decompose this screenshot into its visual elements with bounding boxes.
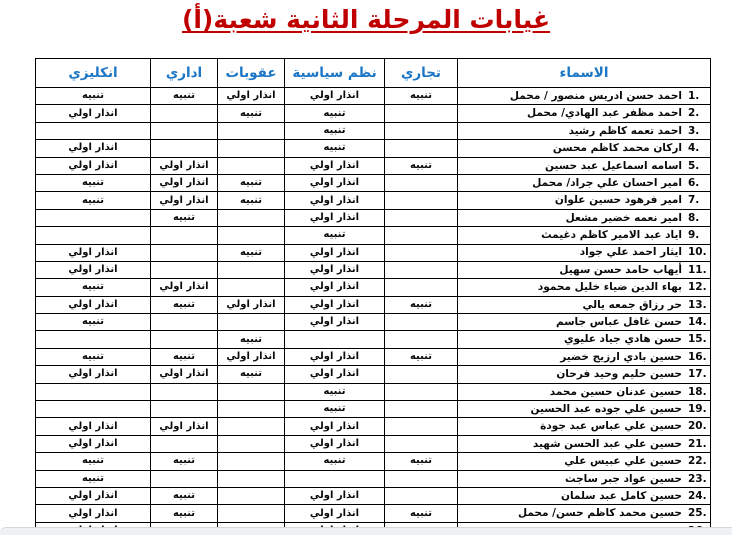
cell-admin: تنبيه [151,296,218,313]
student-name: احمد مظفر عبد الهادي/ محمل [527,107,682,120]
cell-sanctions [218,487,285,504]
table-row [36,470,711,487]
student-name-cell [458,487,711,504]
cell-commercial [385,244,458,261]
cell-commercial [385,122,458,139]
cell-political: انذار اولي [285,88,385,105]
cell-english: انذار اولي [36,435,151,452]
student-name: حسين علي عبد الحسن شهيد [532,437,682,450]
header-commercial: تجاري [385,59,458,88]
student-name-cell [458,418,711,435]
row-number: 22. [688,455,707,468]
cell-admin: انذار اولي [151,157,218,174]
cell-sanctions: تنبيه [218,331,285,348]
table-row [36,418,711,435]
cell-political: انذار اولي [285,505,385,522]
cell-sanctions [218,279,285,296]
cell-admin [151,227,218,244]
cell-admin: انذار اولي [151,418,218,435]
cell-sanctions [218,383,285,400]
cell-english: انذار اولي [36,296,151,313]
student-name-cell [458,105,711,122]
row-number: 16. [688,350,707,363]
cell-political: انذار اولي [285,366,385,383]
cell-commercial [385,279,458,296]
cell-admin [151,331,218,348]
cell-sanctions [218,122,285,139]
student-name: أيهاب حامد حسن سهيل [559,263,682,276]
cell-english: تنبيه [36,88,151,105]
cell-admin: تنبيه [151,505,218,522]
student-name-cell [458,331,711,348]
cell-sanctions: تنبيه [218,366,285,383]
student-name: بهاء الدين ضياء خليل محمود [537,281,682,294]
cell-political: تنبيه [285,383,385,400]
cell-sanctions [218,435,285,452]
row-number: 6. [688,176,700,189]
cell-political: انذار اولي [285,314,385,331]
student-name-cell [458,192,711,209]
cell-commercial [385,227,458,244]
cell-english: تنبيه [36,174,151,191]
student-name: حر رزاق جمعه يالي [582,298,682,311]
cell-political: انذار اولي [285,435,385,452]
cell-admin: تنبيه [151,209,218,226]
student-name-cell [458,314,711,331]
cell-english: تنبيه [36,470,151,487]
cell-english: انذار اولي [36,261,151,278]
cell-english: تنبيه [36,453,151,470]
cell-commercial: تنبيه [385,296,458,313]
table-row [36,366,711,383]
cell-political: انذار اولي [285,487,385,504]
cell-english: انذار اولي [36,487,151,504]
row-number: 11. [688,263,707,276]
cell-political: تنبيه [285,122,385,139]
row-number: 20. [688,420,707,433]
cell-commercial [385,331,458,348]
cell-english: انذار اولي [36,366,151,383]
cell-commercial [385,418,458,435]
header-names: الاسماء [458,59,711,88]
cell-admin [151,122,218,139]
row-number: 1. [688,89,700,102]
student-name-cell [458,348,711,365]
student-name: ايثار احمد علي جواد [579,246,682,259]
student-name: اركان محمد كاظم محسن [552,142,682,155]
cell-sanctions [218,209,285,226]
student-name: حسن هادي جياد عليوي [563,333,682,346]
cell-admin: انذار اولي [151,279,218,296]
cell-admin: انذار اولي [151,174,218,191]
cell-english [36,383,151,400]
student-name: حسين عدنان حسين محمد [549,385,682,398]
cell-english: تنبيه [36,348,151,365]
cell-commercial: تنبيه [385,348,458,365]
cell-commercial: تنبيه [385,453,458,470]
student-name-cell [458,157,711,174]
row-number: 17. [688,368,707,381]
row-number: 5. [688,159,700,172]
cell-commercial [385,366,458,383]
cell-english: انذار اولي [36,505,151,522]
table-header [36,59,711,88]
student-name: احمد تعمه كاظم رشيد [568,124,682,137]
cell-political: تنبيه [285,453,385,470]
table-row [36,261,711,278]
cell-commercial [385,105,458,122]
row-number: 2. [688,107,700,120]
cell-sanctions [218,157,285,174]
row-number: 13. [688,298,707,311]
cell-admin: تنبيه [151,88,218,105]
cell-commercial [385,174,458,191]
cell-admin: تنبيه [151,453,218,470]
table-row [36,174,711,191]
cell-political: تنبيه [285,401,385,418]
cell-sanctions [218,453,285,470]
cell-admin [151,383,218,400]
table-row [36,348,711,365]
student-name-cell [458,453,711,470]
cell-english [36,209,151,226]
student-name-cell [458,227,711,244]
cell-english: انذار اولي [36,157,151,174]
cell-sanctions [218,140,285,157]
student-name: حسن غافل عباس جاسم [556,316,682,329]
student-name: احمد حسن ادريس منصور / محمل [509,89,682,102]
cell-political: تنبيه [285,227,385,244]
student-name-cell [458,383,711,400]
cell-sanctions [218,261,285,278]
cell-sanctions [218,314,285,331]
cell-admin [151,244,218,261]
cell-sanctions: انذار اولي [218,88,285,105]
cell-english: تنبيه [36,192,151,209]
student-name: حسين علي عبيس علي [564,455,682,468]
cell-political: انذار اولي [285,348,385,365]
cell-commercial [385,209,458,226]
cell-admin [151,105,218,122]
row-number: 15. [688,333,707,346]
student-name: حسين بادي ارزيج خضير [560,350,682,363]
cell-sanctions: انذار اولي [218,348,285,365]
student-name-cell [458,209,711,226]
header-political: نظم سياسية [285,59,385,88]
table-row [36,279,711,296]
row-number: 3. [688,124,700,137]
cell-commercial [385,314,458,331]
cell-commercial: تنبيه [385,88,458,105]
cell-commercial [385,140,458,157]
cell-commercial [385,487,458,504]
cell-commercial: تنبيه [385,157,458,174]
table-row [36,296,711,313]
row-number: 9. [688,229,700,242]
student-name-cell [458,140,711,157]
table-row [36,88,711,105]
cell-english: انذار اولي [36,418,151,435]
cell-sanctions [218,505,285,522]
cell-sanctions [218,401,285,418]
cell-commercial [385,401,458,418]
cell-political: تنبيه [285,140,385,157]
cell-political: انذار اولي [285,209,385,226]
cell-sanctions [218,470,285,487]
cell-admin [151,470,218,487]
table-row [36,140,711,157]
student-name-cell [458,296,711,313]
header-sanctions: عقوبات [218,59,285,88]
cell-admin [151,140,218,157]
header-row [36,59,711,88]
table-row [36,453,711,470]
row-number: 10. [688,246,707,259]
table-row [36,157,711,174]
cell-english [36,227,151,244]
student-name: حسين علي عباس عبد جودة [540,420,682,433]
row-number: 4. [688,142,700,155]
cell-political: انذار اولي [285,174,385,191]
student-name-cell [458,505,711,522]
student-name: امير فرهود حسين علوان [554,194,682,207]
cell-sanctions: تنبيه [218,244,285,261]
table-row [36,487,711,504]
student-name-cell [458,470,711,487]
cell-english: انذار اولي [36,105,151,122]
student-name-cell [458,261,711,278]
cell-political: انذار اولي [285,296,385,313]
cell-admin: انذار اولي [151,366,218,383]
student-name: حسين عواد جبر ساجت [564,472,682,485]
cell-political: انذار اولي [285,279,385,296]
page-title: غيابات المرحلة الثانية شعبة(أ) [181,5,551,34]
table-row [36,122,711,139]
row-number: 14. [688,316,707,329]
student-name-cell [458,122,711,139]
student-name: امير احسان علي جراد/ محمل [532,176,682,189]
table-row [36,383,711,400]
table-row [36,227,711,244]
table-row [36,314,711,331]
row-number: 7. [688,194,700,207]
cell-english [36,122,151,139]
cell-admin: انذار اولي [151,192,218,209]
cell-political: انذار اولي [285,261,385,278]
table-body [36,88,711,535]
cell-political: انذار اولي [285,192,385,209]
cell-political [285,331,385,348]
table-row [36,401,711,418]
table-row [36,435,711,452]
student-name: اسامه اسماعيل عبد حسين [545,159,682,172]
table-row [36,244,711,261]
row-number: 21. [688,437,707,450]
student-name-cell [458,401,711,418]
cell-admin [151,435,218,452]
cell-political: انذار اولي [285,157,385,174]
window-bottom-edge [0,527,732,535]
table-row [36,105,711,122]
cell-english [36,401,151,418]
row-number: 12. [688,281,707,294]
table-row [36,331,711,348]
student-name-cell [458,279,711,296]
cell-admin [151,261,218,278]
student-name: حسين كامل عبد سلمان [561,489,682,502]
row-number: 23. [688,472,707,485]
cell-admin [151,314,218,331]
cell-sanctions [218,227,285,244]
cell-commercial [385,470,458,487]
cell-commercial [385,435,458,452]
cell-english: انذار اولي [36,244,151,261]
student-name: حسين حليم وحيد فرحان [556,368,682,381]
cell-commercial [385,261,458,278]
cell-sanctions: تنبيه [218,174,285,191]
cell-sanctions: تنبيه [218,105,285,122]
cell-sanctions [218,418,285,435]
cell-commercial [385,192,458,209]
absence-table [35,58,711,535]
cell-political: انذار اولي [285,418,385,435]
cell-sanctions: انذار اولي [218,296,285,313]
cell-commercial [385,383,458,400]
table-row [36,505,711,522]
student-name-cell [458,88,711,105]
row-number: 18. [688,385,707,398]
student-name-cell [458,366,711,383]
cell-sanctions: تنبيه [218,192,285,209]
header-admin: اداري [151,59,218,88]
student-name: اياد عبد الامير كاظم دغيمث [541,229,682,242]
cell-political: انذار اولي [285,244,385,261]
cell-political [285,470,385,487]
row-number: 19. [688,402,707,415]
student-name-cell [458,174,711,191]
cell-admin: تنبيه [151,348,218,365]
cell-commercial: تنبيه [385,505,458,522]
header-english: انكليزي [36,59,151,88]
row-number: 25. [688,507,707,520]
row-number: 24. [688,489,707,502]
table-row [36,209,711,226]
student-name: حسين محمد كاظم حسن/ محمل [518,507,682,520]
cell-admin: تنبيه [151,487,218,504]
student-name: امير نعمه خضير مشعل [565,211,682,224]
cell-english: تنبيه [36,314,151,331]
cell-english: تنبيه [36,279,151,296]
row-number: 8. [688,211,700,224]
cell-english: انذار اولي [36,140,151,157]
student-name-cell [458,435,711,452]
student-name-cell [458,244,711,261]
cell-political: تنبيه [285,105,385,122]
table-row [36,192,711,209]
student-name: حسين علي جوده عبد الحسين [530,402,682,415]
cell-english [36,331,151,348]
cell-admin [151,401,218,418]
